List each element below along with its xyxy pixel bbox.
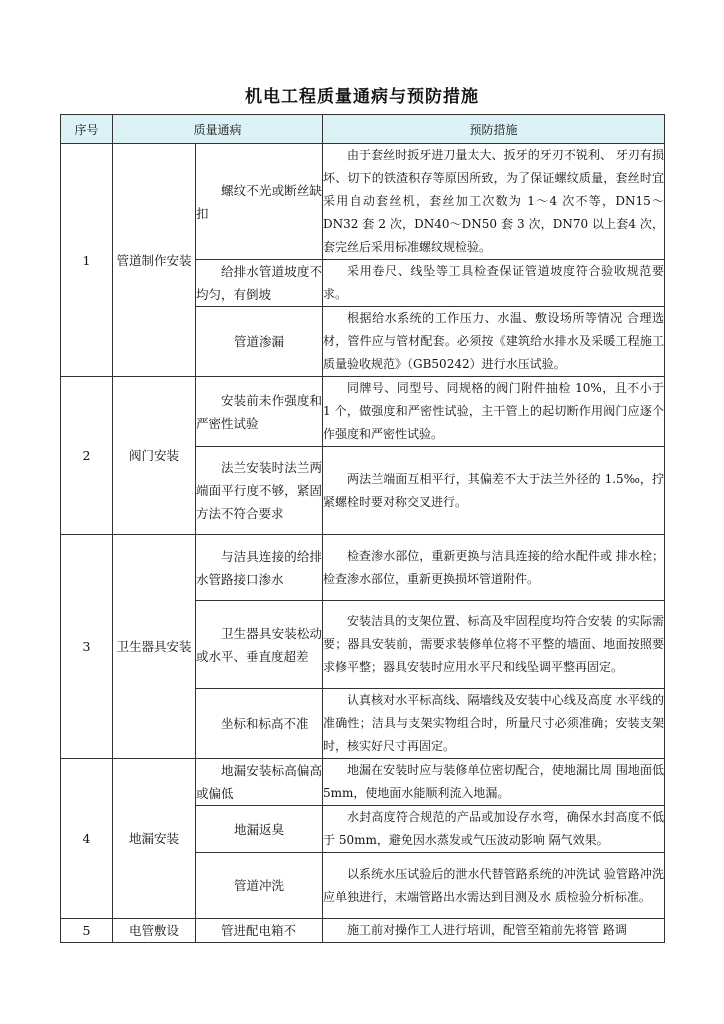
issue-cell: 与洁具连接的给排水管路接口渗水 bbox=[196, 535, 323, 601]
page-title: 机电工程质量通病与预防措施 bbox=[245, 87, 479, 107]
group-category: 管道制作安装 bbox=[113, 144, 196, 377]
header-serial: 序号 bbox=[61, 115, 113, 144]
issue-cell: 管道渗漏 bbox=[196, 307, 323, 377]
table-row bbox=[61, 919, 665, 943]
issue-cell: 法兰安装时法兰两端面平行度不够，紧固方法不符合要求 bbox=[196, 447, 323, 535]
issue-cell: 管进配电箱不 bbox=[196, 919, 323, 943]
header-measure: 预防措施 bbox=[323, 115, 665, 144]
issue-cell: 螺纹不光或断丝缺扣 bbox=[196, 144, 323, 260]
issue-cell: 坐标和标高不准 bbox=[196, 689, 323, 759]
table-row bbox=[61, 535, 665, 601]
group-category: 电管敷设 bbox=[113, 919, 196, 943]
table-header-row bbox=[61, 115, 665, 144]
measure-cell: 根据给水系统的工作压力、水温、敷设场所等情况 合理选材，管件应与管材配套。必须按《建筑给水排水及采暖工程施工质量验收规范》（GB50242）进行水压试验。 bbox=[323, 307, 665, 377]
table-row bbox=[61, 377, 665, 447]
measure-cell: 安装洁具的支架位置、标高及牢固程度均符合安装 的实际需要；器具安装前，需要求装修单位将不平整的墙面、地面按照要求修平整；器具安装时应用水平尺和线坠调平整再固定。 bbox=[323, 601, 665, 689]
group-number: 4 bbox=[61, 759, 113, 919]
measure-cell: 认真核对水平标高线、隔墙线及安装中心线及高度 水平线的准确性；洁具与支架实物组合时，所量尺寸必须准确；安装支架时，核实好尺寸再固定。 bbox=[323, 689, 665, 759]
measure-cell: 施工前对操作工人进行培训，配管至箱前先将管 路调 bbox=[323, 919, 665, 943]
issue-cell: 地漏安装标高偏高或偏低 bbox=[196, 759, 323, 806]
measure-cell: 地漏在安装时应与装修单位密切配合，使地漏比周 围地面低 5mm，使地面水能顺利流入地漏。 bbox=[323, 759, 665, 806]
group-category: 卫生器具安装 bbox=[113, 535, 196, 759]
measure-cell: 同牌号、同型号、同规格的阀门附件抽检 10%，且不小于 1 个，做强度和严密性试验，主干管上的起切断作用阀门应逐个作强度和严密性试验。 bbox=[323, 377, 665, 447]
quality-table bbox=[60, 114, 665, 943]
group-number: 5 bbox=[61, 919, 113, 943]
group-number: 1 bbox=[61, 144, 113, 377]
group-category: 地漏安装 bbox=[113, 759, 196, 919]
issue-cell: 安装前未作强度和严密性试验 bbox=[196, 377, 323, 447]
issue-cell: 管道冲洗 bbox=[196, 853, 323, 919]
group-number: 2 bbox=[61, 377, 113, 535]
issue-cell: 卫生器具安装松动或水平、垂直度超差 bbox=[196, 601, 323, 689]
issue-cell: 地漏返臭 bbox=[196, 806, 323, 853]
measure-cell: 由于套丝时扳牙进刀量太大、扳牙的牙刃不锐利、 牙刃有损坏、切下的铁渣积存等原因所致，为了保证螺纹质量，套丝时宜采用自动套丝机，套丝加工次数为 1～4 次不等，DN15～DN32 套 2 次，DN40～DN50 套 3 次，DN70 以上套4 次，套完丝后采用标准螺纹规检验。 bbox=[323, 144, 665, 260]
group-category: 阀门安装 bbox=[113, 377, 196, 535]
measure-cell: 采用卷尺、线坠等工具检查保证管道坡度符合验收规范要求。 bbox=[323, 260, 665, 307]
header-issue: 质量通病 bbox=[113, 115, 323, 144]
issue-cell: 给排水管道坡度不均匀，有倒坡 bbox=[196, 260, 323, 307]
measure-cell: 以系统水压试验后的泄水代替管路系统的冲洗试 验管路冲洗应单独进行，末端管路出水需达到目测及水 质检验分析标准。 bbox=[323, 853, 665, 919]
measure-cell: 两法兰端面互相平行，其偏差不大于法兰外径的 1.5‰，拧紧螺栓时要对称交叉进行。 bbox=[323, 447, 665, 535]
measure-cell: 水封高度符合规范的产品或加设存水弯，确保水封高度不低于 50mm，避免因水蒸发或气压波动影响 隔气效果。 bbox=[323, 806, 665, 853]
table-row bbox=[61, 144, 665, 260]
group-number: 3 bbox=[61, 535, 113, 759]
table-row bbox=[61, 759, 665, 806]
measure-cell: 检查渗水部位，重新更换与洁具连接的给水配件或 排水栓；检查渗水部位，重新更换损坏管道附件。 bbox=[323, 535, 665, 601]
